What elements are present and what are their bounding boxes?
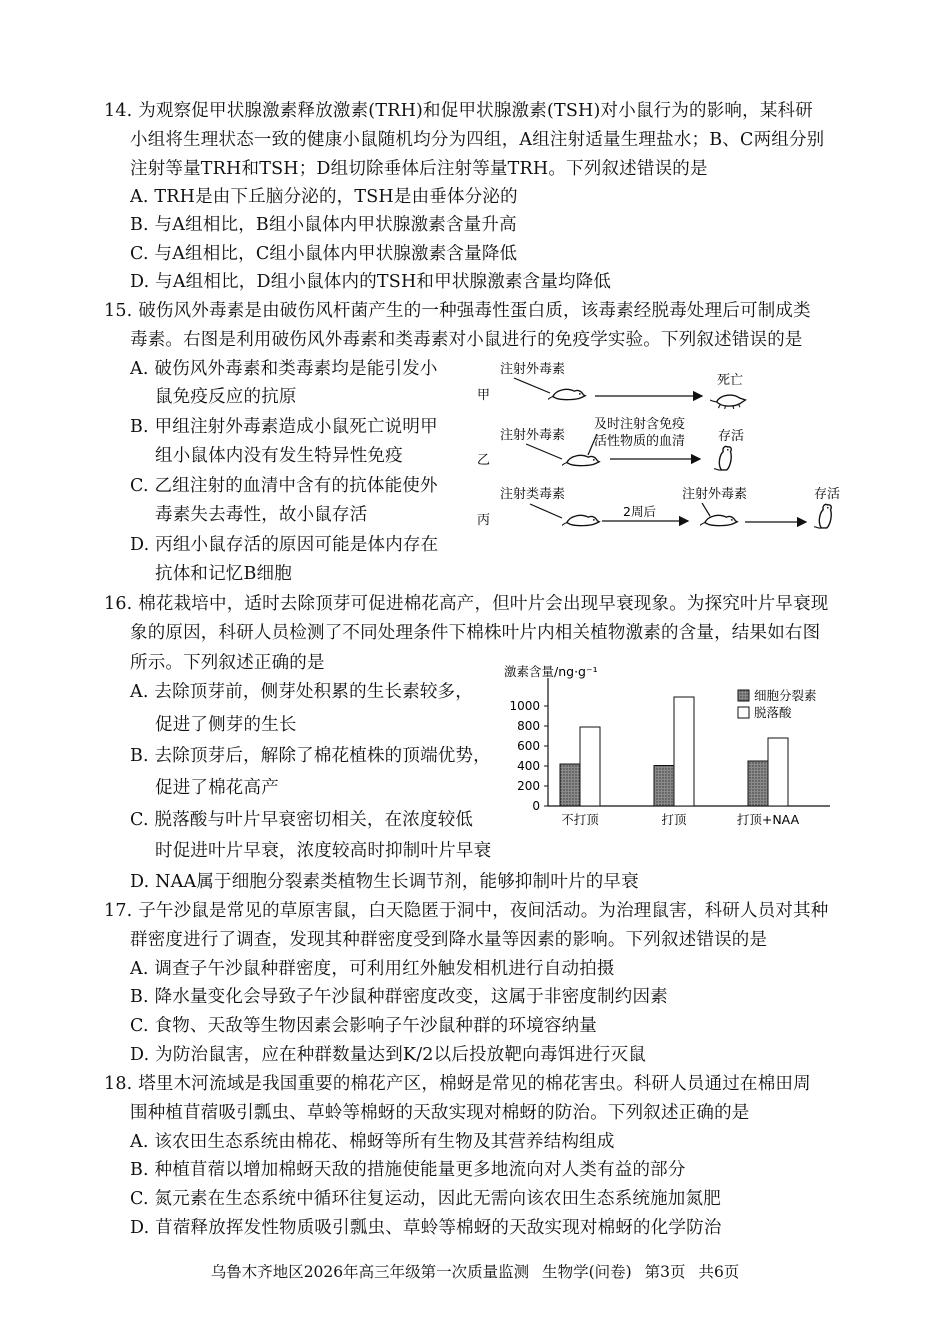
chart-y-axis-label: 激素含量/ng·g⁻¹	[504, 664, 598, 679]
q15-option-a-cont: 鼠免疫反应的抗原	[155, 387, 297, 407]
chart-y-tick-label: 1000	[509, 699, 540, 713]
chart-bar-cytokinin	[748, 761, 768, 806]
q14-stem-line-1: 14. 为观察促甲状腺激素释放激素(TRH)和促甲状腺激素(TSH)对小鼠行为的影响，某科研	[104, 101, 813, 121]
bing-result-survive: 存活	[814, 487, 841, 502]
hormone-bar-chart	[500, 660, 845, 835]
chart-bar-abscisic-acid	[768, 738, 788, 806]
yi-mouse	[560, 455, 600, 467]
footer-total-pages: 共6页	[698, 1263, 740, 1281]
q18-stem-line-1: 18. 塔里木河流域是我国重要的棉花产区，棉蚜是常见的棉花害虫。科研人员通过在棉田周	[104, 1074, 811, 1094]
bing-toxin-line	[702, 503, 710, 516]
footer-subject: 生物学(问卷)	[542, 1263, 632, 1281]
q16-option-c: C. 脱落酸与叶片早衰密切相关，在浓度较低	[130, 810, 474, 830]
chart-bar-cytokinin	[560, 764, 580, 806]
q15-option-c-cont: 毒素失去毒性，故小鼠存活	[155, 505, 368, 525]
q16-stem-line-3: 所示。下列叙述正确的是	[130, 653, 325, 673]
q17-stem-line-1: 17. 子午沙鼠是常见的草原害鼠，白天隐匿于洞中，夜间活动。为治理鼠害，科研人员对其种	[104, 901, 829, 921]
chart-x-tick-label: 不打顶	[561, 812, 599, 827]
jia-mouse	[546, 389, 586, 401]
legend-swatch	[738, 690, 749, 701]
q18-stem-line-2: 围种植苜蓿吸引瓢虫、草蛉等棉蚜的天敌实现对棉蚜的防治。下列叙述正确的是	[130, 1103, 750, 1123]
yi-surviving-mouse	[714, 446, 731, 470]
q18-option-b: B. 种植苜蓿以增加棉蚜天敌的措施使能量更多地流向对人类有益的部分	[130, 1160, 686, 1180]
jia-inject-line	[514, 378, 550, 393]
page-footer	[0, 1260, 950, 1282]
q16-option-a-cont: 促进了侧芽的生长	[155, 715, 297, 735]
q16-option-d: D. NAA属于细胞分裂素类植物生长调节剂，能够抑制叶片的早衰	[130, 872, 639, 892]
serum-label-line-2: 活性物质的血清	[594, 434, 686, 449]
chart-x-tick-label: 打顶	[661, 812, 687, 827]
legend-label: 脱落酸	[754, 705, 792, 720]
q16-stem-line-2: 象的原因，科研人员检测了不同处理条件下棉株叶片内相关植物激素的含量，结果如右图	[130, 623, 821, 643]
q14-stem-line-3: 注射等量TRH和TSH；D组切除垂体后注射等量TRH。下列叙述错误的是	[130, 159, 708, 179]
q15-option-a: A. 破伤风外毒素和类毒素均是能引发小	[130, 359, 438, 379]
q15-option-c: C. 乙组注射的血清中含有的抗体能使外	[130, 476, 438, 496]
q14-option-b: B. 与A组相比，B组小鼠体内甲状腺激素含量升高	[130, 215, 517, 235]
bing-surviving-mouse	[814, 504, 831, 528]
chart-x-tick-label: 打顶+NAA	[736, 812, 800, 827]
q17-option-b: B. 降水量变化会导致子午沙鼠种群密度改变，这属于非密度制约因素	[130, 987, 668, 1007]
chart-y-tick-label: 800	[517, 719, 540, 733]
chart-bar-abscisic-acid	[580, 727, 600, 806]
q14-option-a: A. TRH是由下丘脑分泌的，TSH是由垂体分泌的	[130, 187, 518, 207]
q15-option-b-cont: 组小鼠体内没有发生特异性免疫	[155, 446, 403, 466]
q14-option-d: D. 与A组相比，D组小鼠体内的TSH和甲状腺激素含量均降低	[130, 272, 612, 292]
bing-toxoid-line	[530, 504, 562, 518]
yi-result-survive: 存活	[718, 429, 745, 444]
chart-y-tick-label: 600	[517, 739, 540, 753]
q15-option-b: B. 甲组注射外毒素造成小鼠死亡说明甲	[130, 417, 438, 437]
legend-label: 细胞分裂素	[754, 688, 817, 703]
bing-inject-toxin-label: 注射外毒素	[682, 487, 748, 502]
group-label-jia: 甲	[477, 388, 491, 403]
jia-result-dead: 死亡	[717, 373, 744, 388]
legend-swatch	[738, 707, 749, 718]
dead-mouse	[708, 395, 746, 409]
chart-bar-abscisic-acid	[674, 697, 694, 806]
chart-y-tick-label: 200	[517, 779, 540, 793]
two-weeks-label: 2周后	[623, 504, 656, 519]
q15-option-d-cont: 抗体和记忆B细胞	[155, 564, 292, 584]
chart-y-tick-label: 400	[517, 759, 540, 773]
q16-option-b-cont: 促进了棉花高产	[155, 778, 279, 798]
q17-stem-line-2: 群密度进行了调查，发现其种群密度受到降水量等因素的影响。下列叙述错误的是	[130, 930, 768, 950]
footer-page-number: 第3页	[644, 1263, 686, 1281]
q17-option-d: D. 为防治鼠害，应在种群数量达到K/2以后投放靶向毒饵进行灭鼠	[130, 1045, 647, 1065]
q16-option-c-cont: 时促进叶片早衰，浓度较高时抑制叶片早衰	[155, 841, 492, 861]
footer-exam-title: 乌鲁木齐地区2026年高三年级第一次质量监测	[210, 1263, 530, 1281]
yi-inject-toxin-label: 注射外毒素	[500, 428, 566, 443]
q15-option-d: D. 丙组小鼠存活的原因可能是体内存在	[130, 535, 439, 555]
bing-inject-toxoid-label: 注射类毒素	[500, 487, 566, 502]
q16-stem-line-1: 16. 棉花栽培中，适时去除顶芽可促进棉花高产，但叶片会出现早衰现象。为探究叶片早衰现	[104, 594, 829, 614]
q18-option-a: A. 该农田生态系统由棉花、棉蚜等所有生物及其营养结构组成	[130, 1132, 615, 1152]
q18-option-d: D. 苜蓿释放挥发性物质吸引瓢虫、草蛉等棉蚜的天敌实现对棉蚜的化学防治	[130, 1218, 722, 1238]
q16-option-b: B. 去除顶芽后，解除了棉花植株的顶端优势，	[130, 746, 491, 766]
group-label-yi: 乙	[477, 453, 491, 468]
chart-bar-cytokinin	[654, 766, 674, 807]
q14-option-c: C. 与A组相比，C组小鼠体内甲状腺激素含量降低	[130, 244, 518, 264]
chart-y-tick-label: 0	[532, 799, 540, 813]
q15-stem-line-1: 15. 破伤风外毒素是由破伤风杆菌产生的一种强毒性蛋白质，该毒素经脱毒处理后可制成类	[104, 301, 811, 321]
jia-inject-toxin-label: 注射外毒素	[500, 362, 566, 377]
q15-stem-line-2: 毒素。右图是利用破伤风外毒素和类毒素对小鼠进行的免疫学实验。下列叙述错误的是	[130, 330, 803, 350]
yi-inject-line	[526, 444, 562, 459]
bing-mouse-1	[560, 515, 600, 527]
group-label-bing: 丙	[477, 513, 491, 528]
q17-option-c: C. 食物、天敌等生物因素会影响子午沙鼠种群的环境容纳量	[130, 1016, 597, 1036]
immunity-experiment-diagram	[470, 356, 850, 536]
q18-option-c: C. 氮元素在生态系统中循环往复运动，因此无需向该农田生态系统施加氮肥	[130, 1189, 721, 1209]
serum-label-line-1: 及时注射含免疫	[594, 417, 686, 432]
q17-option-a: A. 调查子午沙鼠种群密度，可利用红外触发相机进行自动拍摄	[130, 959, 615, 979]
q14-stem-line-2: 小组将生理状态一致的健康小鼠随机均分为四组，A组注射适量生理盐水；B、C两组分别	[130, 130, 825, 150]
bing-mouse-2	[698, 515, 738, 527]
q16-option-a: A. 去除顶芽前，侧芽处积累的生长素较多，	[130, 682, 473, 702]
